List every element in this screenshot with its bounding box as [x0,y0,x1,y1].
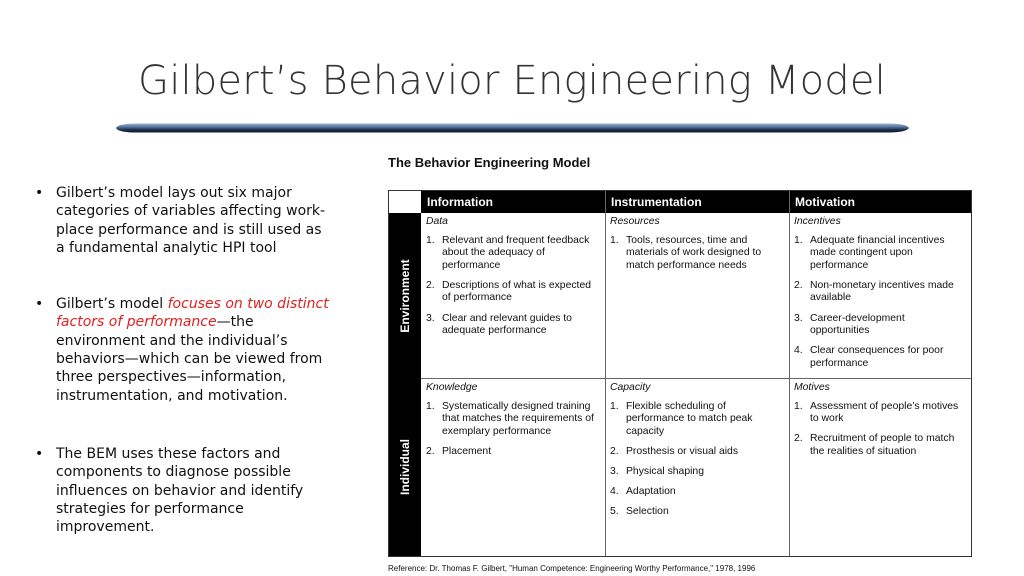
cell-item-list [426,401,599,459]
cell-environment-information [421,213,605,378]
cell-list-item [426,235,599,273]
item-number: 1. [794,400,803,412]
item-text: Prosthesis or visual aids [626,445,739,457]
item-number: 4. [610,486,619,498]
column-header-instrumentation: Instrumentation [605,191,789,213]
item-text: Flexible scheduling of performance to match peak capacity [626,400,753,437]
cell-item-list [794,235,965,371]
cell-title: Data [426,216,448,227]
cell-environment-instrumentation [605,213,789,378]
cell-list-item [794,401,965,426]
item-number: 2. [610,445,619,457]
item-text: Career-development opportunities [810,312,905,337]
figure-title: The Behavior Engineering Model [388,155,591,170]
cell-individual-instrumentation [605,379,789,556]
item-number: 1. [426,234,435,246]
item-text: Selection [626,506,669,518]
bullet-marker: • [35,445,44,462]
bullet-item [34,184,334,257]
column-header-motivation: Motivation [789,191,971,213]
bullet-item [34,295,334,405]
item-number: 4. [794,345,803,357]
bullet-list [34,184,334,536]
cell-item-list [610,235,783,273]
item-number: 5. [610,506,619,518]
cell-list-item [794,280,965,305]
item-text: Physical shaping [626,465,704,477]
item-text: Adequate financial incentives made contingent upon performance [810,234,945,271]
cell-title: Resources [610,216,660,227]
bullet-marker: • [35,296,44,313]
cell-item-list [610,401,783,519]
cell-list-item [610,486,783,499]
cell-item-list [794,401,965,459]
item-text: Non-monetary incentives made available [810,279,954,304]
item-number: 2. [794,279,803,291]
bullet-text-lead: Gilbert’s model [56,296,168,313]
item-text: Descriptions of what is expected of performance [442,279,592,304]
cell-list-item [426,313,599,338]
item-text: Tools, resources, time and materials of work designed to match performance needs [626,234,762,271]
cell-list-item [794,235,965,273]
title-divider-rule [112,122,912,134]
item-text: Assessment of people’s motives to work [810,400,959,425]
row-header-environment [389,213,421,378]
slide-title: Gilbert’s Behavior Engineering Model [138,58,886,104]
cell-title: Capacity [610,382,651,393]
column-header-information: Information [421,191,605,213]
bullet-item [34,445,334,536]
item-text: Clear consequences for poor performance [810,345,944,369]
cell-individual-information [421,379,605,556]
cell-list-item [610,446,783,459]
item-number: 2. [794,433,803,445]
item-text: Clear and relevant guides to adequate performance [442,312,572,337]
cell-title: Incentives [794,216,841,227]
item-text: Placement [442,445,492,457]
cell-list-item [794,433,965,458]
bullet-text-emphasis: focuses on two distinct factors of performance [56,296,329,331]
item-number: 1. [426,400,435,412]
cell-item-list [426,235,599,338]
item-number: 1. [794,234,803,246]
table-corner [389,191,421,213]
bullet-text-tail: —the environment and the individual’s behaviors—which can be viewed from three perspectives—information, instrumentation, and motivation. [56,314,323,404]
item-number: 3. [794,312,803,324]
cell-individual-motivation [789,379,971,556]
cell-list-item [610,466,783,479]
cell-list-item [794,345,965,370]
item-number: 1. [610,234,619,246]
bem-table [388,190,972,557]
row-label: Individual [398,438,412,496]
bullet-text: Gilbert’s model lays out six major categories of variables affecting work-place performance and is still used as a fundamental analytic HPI tool [56,185,326,256]
bullet-marker: • [35,185,44,201]
cell-title: Motives [794,382,830,393]
item-number: 2. [426,279,435,291]
item-text: Relevant and frequent feedback about the adequacy of performance [442,234,590,271]
cell-list-item [426,401,599,439]
cell-list-item [794,313,965,338]
item-text: Recruitment of people to match the realities of situation [810,433,955,457]
cell-list-item [426,280,599,305]
cell-list-item [610,235,783,273]
row-label: Environment [398,258,412,333]
row-header-individual [389,378,421,556]
bullet-text: The BEM uses these factors and components to diagnose possible influences on behavior and identify strategies for performance improvement. [56,445,304,536]
item-text: Adaptation [626,486,676,498]
cell-title: Knowledge [426,382,478,393]
item-number: 3. [426,312,435,324]
item-text: Systematically designed training that matches the requirements of exemplary performance [442,400,594,437]
reference-citation: Reference: Dr. Thomas F. Gilbert, "Human Competence: Engineering Worthy Performance," 1978, 1996 [388,564,756,573]
cell-environment-motivation [789,213,971,378]
cell-list-item [426,446,599,459]
item-number: 2. [426,445,435,457]
item-number: 3. [610,465,619,477]
cell-list-item [610,506,783,519]
cell-list-item [610,401,783,439]
item-number: 1. [610,400,619,412]
